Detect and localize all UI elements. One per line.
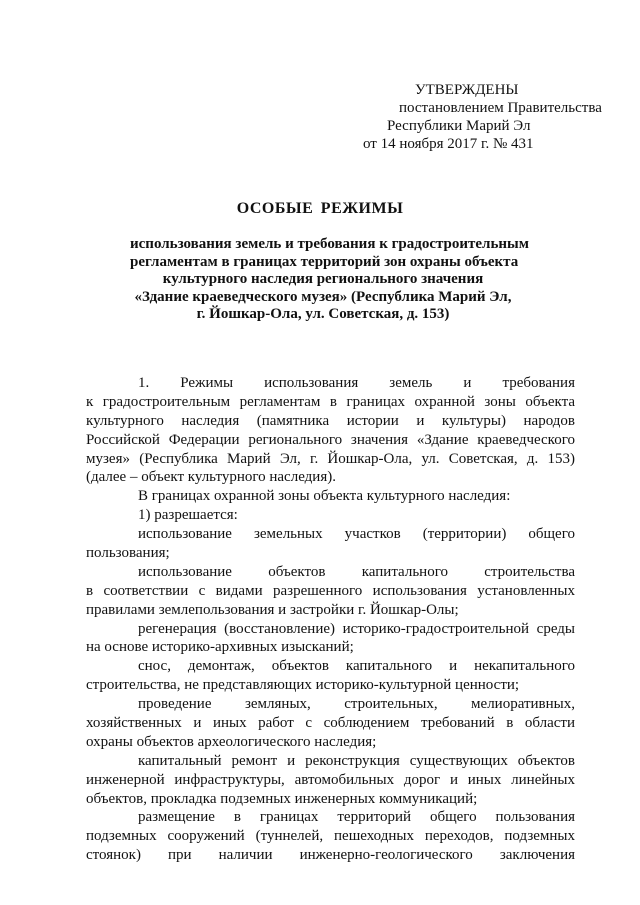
document-body [86,374,575,865]
subtitle-line: «Здание краеведческого музея» (Республика Марий Эл, [134,288,512,305]
body-line: охраны объектов археологического наследия; [86,733,377,750]
body-line: пользования; [86,545,170,562]
body-line: снос, демонтаж, объектов капитального и некапитального [138,658,575,675]
body-line: 1) разрешается: [138,507,238,524]
approval-line: Республики Марий Эл [387,118,531,134]
approval-block [363,81,602,153]
body-line: культурного наследия (памятника истории и культуры) народов [86,412,575,429]
body-line: использование объектов капитального строительства [138,563,575,580]
body-line: размещение в границах территорий общего пользования [138,809,575,826]
body-line: строительства, не представляющих историко-культурной ценности; [86,677,520,694]
body-line: в соответствии с видами разрешенного использования установленных [86,582,575,599]
body-line: использование земельных участков (территории) общего [138,526,575,543]
approval-line: постановлением Правительства [399,100,602,116]
body-line: проведение земляных, строительных, мелиоративных, [138,696,575,713]
body-line: инженерной инфраструктуры, автомобильных дорог и иных линейных [86,771,575,788]
subtitle-line: г. Йошкар-Ола, ул. Советская, д. 153) [196,306,450,322]
body-line: стоянок) при наличии инженерно-геологического заключения [86,847,575,864]
body-line: Российской Федерации регионального значения «Здание краеведческого [86,431,575,448]
body-line: подземных сооружений (туннелей, пешеходных переходов, подземных [86,828,575,845]
document-subtitle [130,236,529,324]
subtitle-line: регламентам в границах территорий зон охраны объекта [130,253,519,270]
body-line: на основе историко-архивных изысканий; [86,639,354,656]
body-line: В границах охранной зоны объекта культурного наследия: [138,488,511,505]
body-line: правилами землепользования и застройки г. Йошкар-Олы; [86,601,459,618]
body-line: капитальный ремонт и реконструкция существующих объектов [138,752,575,769]
subtitle-line: использования земель и требования к градостроительным [130,236,529,252]
body-line: регенерация (восстановление) историко-градостроительной среды [138,620,575,637]
body-line: 1. Режимы использования земель и требования [138,375,575,391]
body-line: объектов, прокладка подземных инженерных коммуникаций; [86,790,478,807]
body-line: музея» (Республика Марий Эл, г. Йошкар-Ола, ул. Советская, д. 153) [86,450,575,467]
subtitle-line: культурного наследия регионального значения [162,271,484,287]
document-title: ОСОБЫЕ РЕЖИМЫ [236,200,404,217]
approval-date-line: от 14 ноября 2017 г. № 431 [363,136,534,152]
body-line: к градостроительным регламентам в границах охранной зоны объекта [86,393,575,410]
body-line: хозяйственных и иных работ с соблюдением требований в области [86,715,575,732]
approval-heading: УТВЕРЖДЕНЫ [415,82,519,98]
body-line: (далее – объект культурного наследия). [86,469,336,486]
